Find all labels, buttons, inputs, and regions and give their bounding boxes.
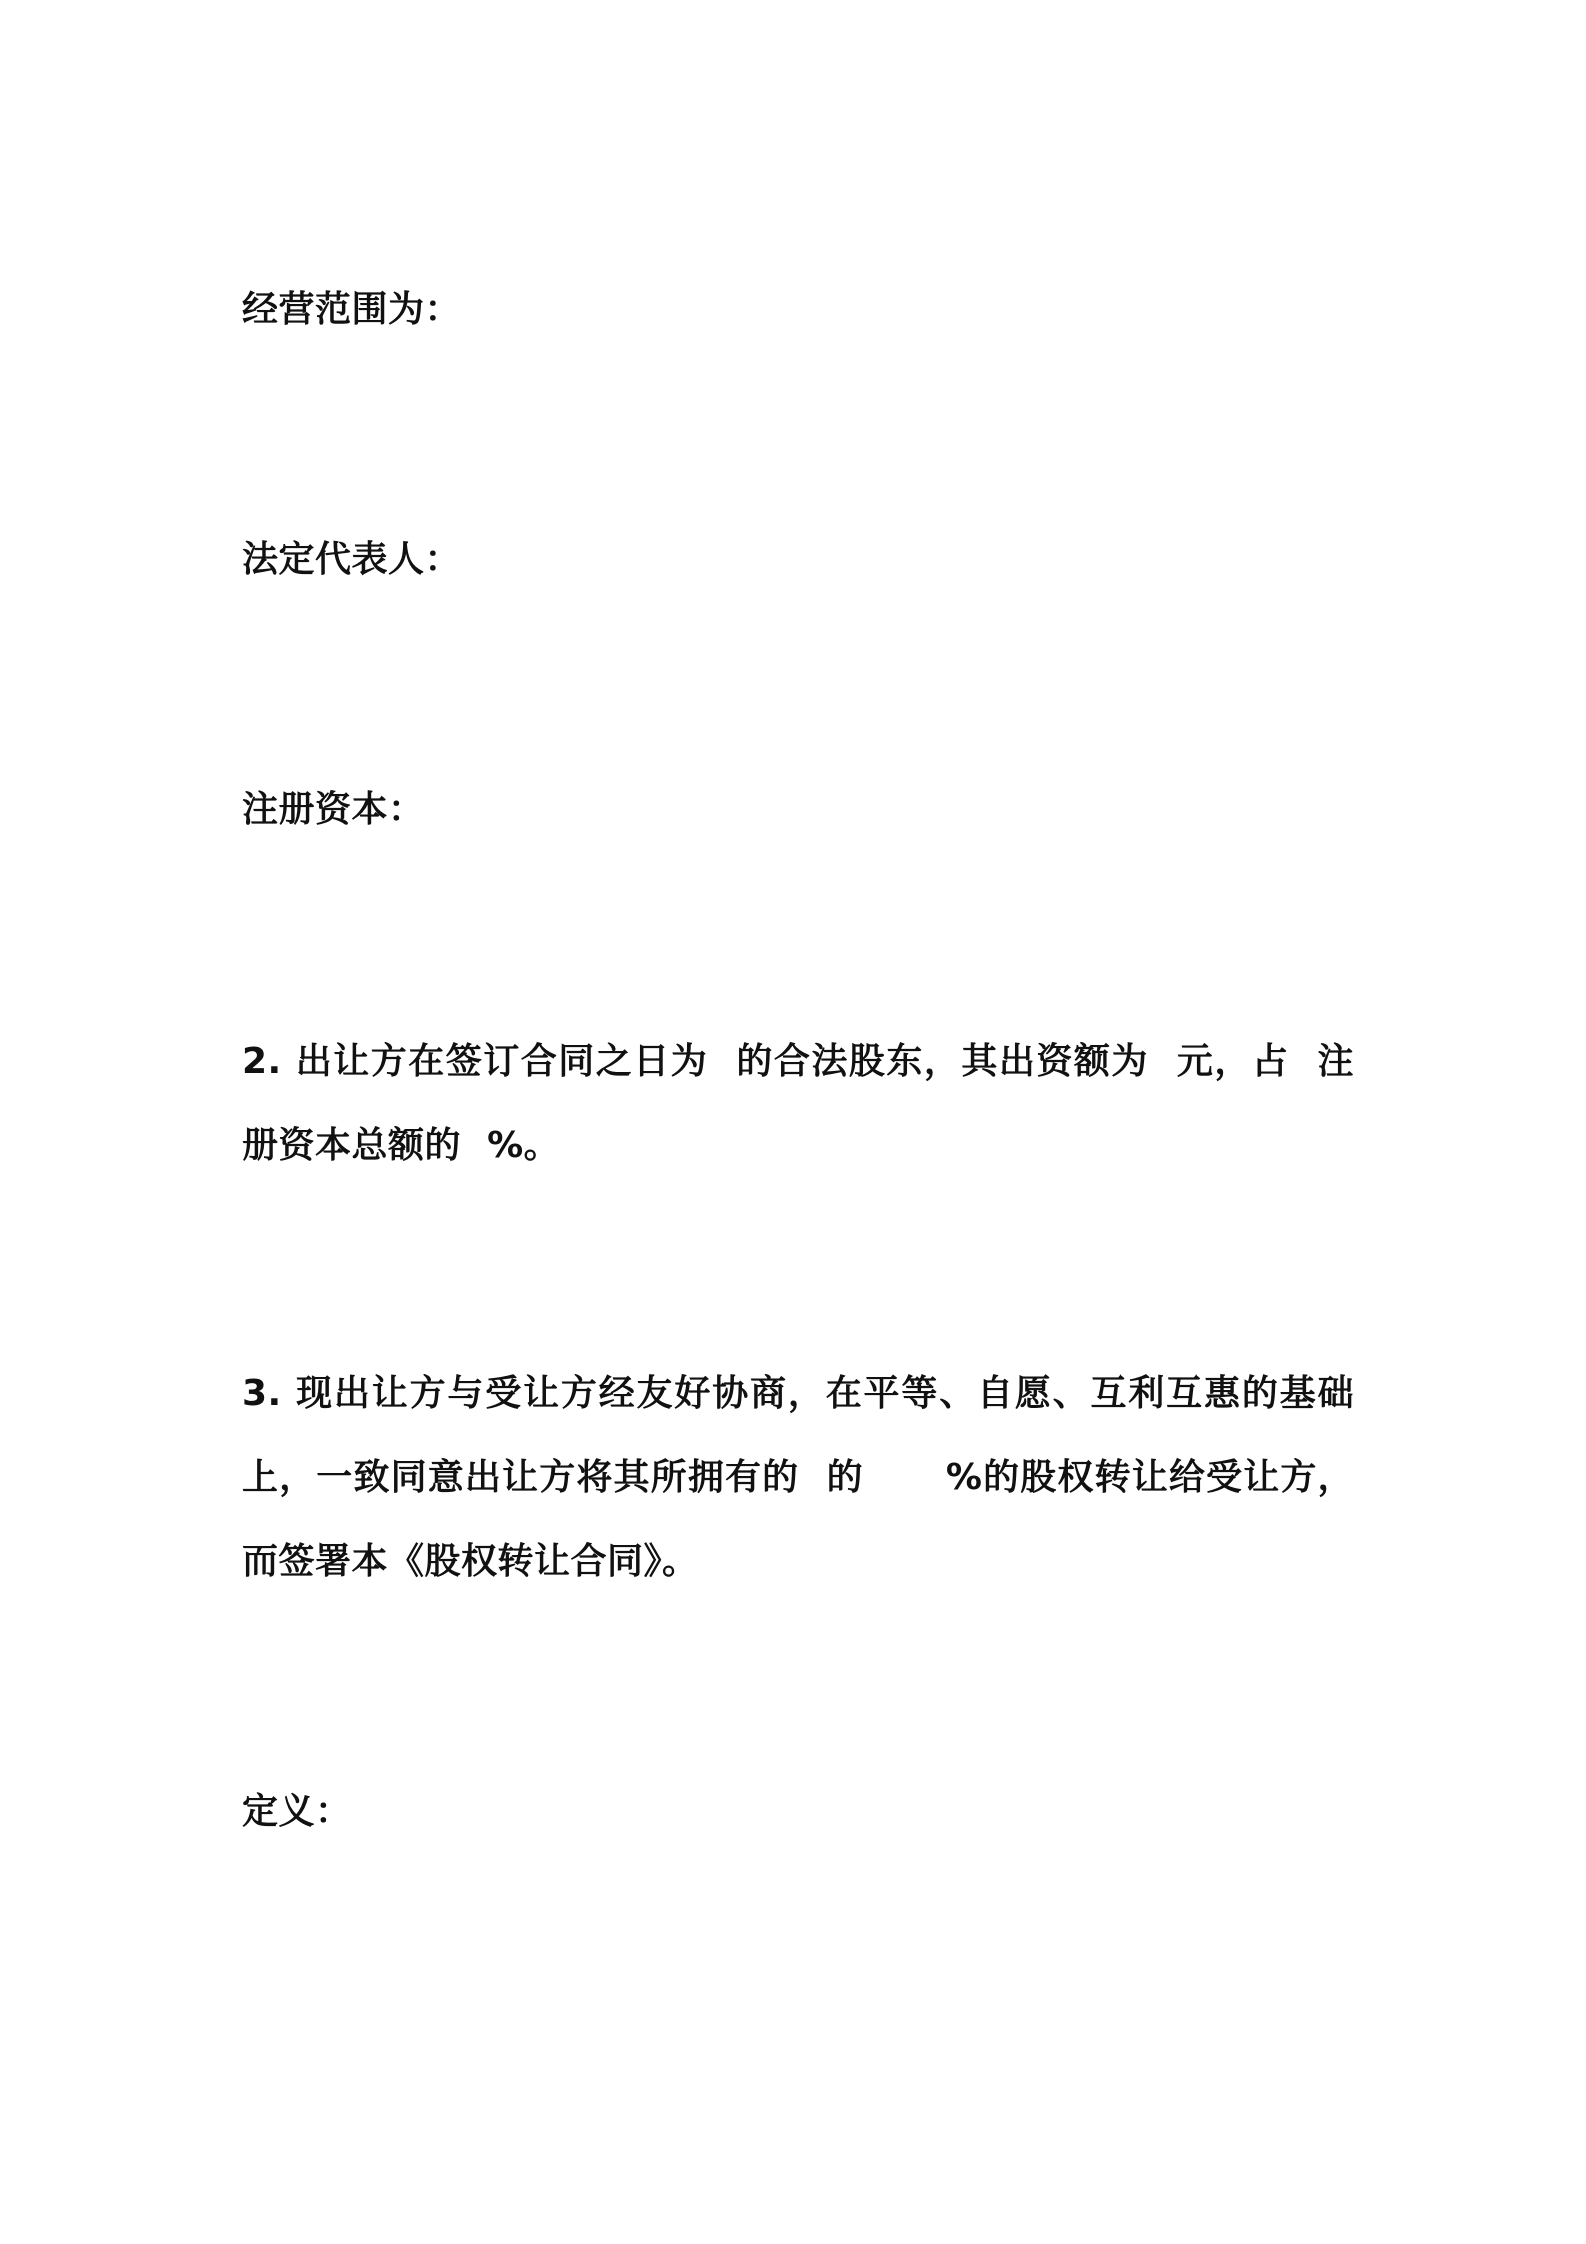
registered-capital-label: 注册资本： (242, 789, 425, 830)
clause-3-paragraph: 3. 现出让方与受让方经友好协商，在平等、自愿、互利互惠的基础上，一致同意出让方将其所拥有的 的 %的股权转让给受让方，而签署本《股权转让合同》。 (242, 1373, 1354, 1582)
legal-representative-label: 法定代表人： (242, 539, 462, 580)
business-scope-label: 经营范围为： (242, 289, 462, 330)
definitions-heading: 定义： (242, 1791, 352, 1832)
clause-2-paragraph: 2. 出让方在签订合同之日为 的合法股东，其出资额为 元，占 注册资本总额的 %。 (242, 1041, 1354, 1166)
